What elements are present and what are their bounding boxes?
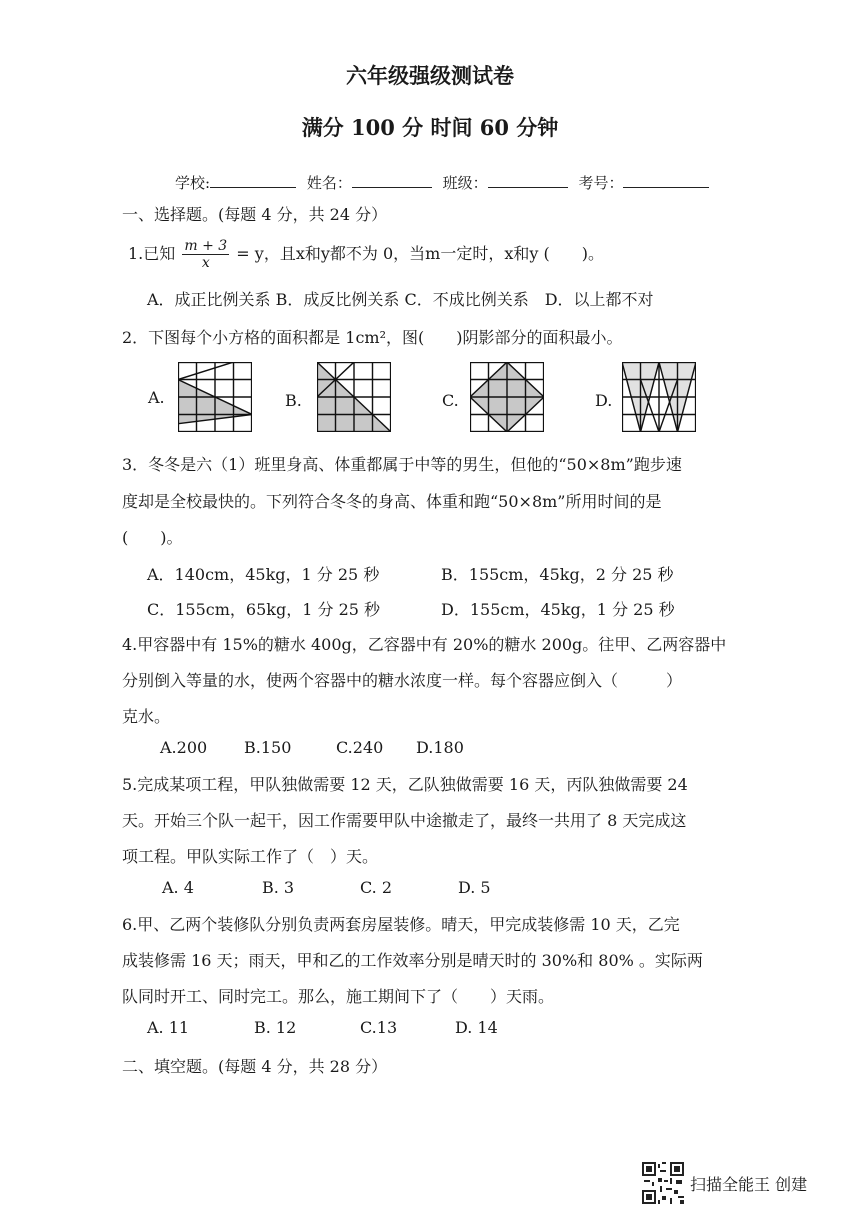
question-6-line2: 成装修需 16 天；雨天，甲和乙的工作效率分别是晴天时的 30%和 80% 。实际两 (122, 951, 703, 970)
exam-no-label: 考号： (578, 174, 624, 192)
student-info-row (175, 172, 715, 193)
q1-fraction (182, 238, 229, 271)
q2-label-a: A. (148, 388, 165, 407)
q1-frac-den: x (201, 255, 210, 271)
q1-prefix: 1.已知 (128, 244, 176, 263)
exam-subtitle: 满分 100 分 时间 60 分钟 (301, 115, 559, 140)
q5-option-d: D. 5 (458, 878, 491, 897)
q6-option-d: D. 14 (455, 1018, 498, 1037)
question-2: 2．下图每个小方格的面积都是 1cm²，图( )阴影部分的面积最小。 (122, 328, 623, 347)
q3-option-a: A．140cm，45kg，1 分 25 秒 (147, 565, 380, 584)
q1-frac-num: m + 3 (184, 238, 228, 254)
q6-option-b: B. 12 (254, 1018, 297, 1037)
question-3-line1: 3．冬冬是六（1）班里身高、体重都属于中等的男生，但他的“50×8m”跑步速 (122, 455, 682, 474)
q2-label-b: B. (285, 391, 302, 410)
question-4-line1: 4.甲容器中有 15%的糖水 400g，乙容器中有 20%的糖水 200g。往甲、乙两容器中 (122, 635, 727, 654)
name-label: 姓名： (306, 174, 352, 192)
exam-no-blank[interactable] (623, 173, 709, 188)
q3-option-c: C．155cm，65kg，1 分 25 秒 (147, 600, 381, 619)
q1-text: = y，且x和y都不为 0，当m一定时，x和y ( )。 (236, 244, 604, 263)
grid-figure-b (317, 362, 391, 432)
q2-label-d: D. (595, 391, 613, 410)
section1-heading: 一、选择题。(每题 4 分，共 24 分） (122, 205, 388, 224)
question-3-line3: ( )。 (122, 528, 183, 547)
q5-option-b: B. 3 (262, 878, 295, 897)
q6-option-a: A. 11 (147, 1018, 190, 1037)
question-4-line2: 分别倒入等量的水，使两个容器中的糖水浓度一样。每个容器应倒入（ ） (122, 671, 683, 690)
school-blank[interactable] (210, 173, 296, 188)
scanner-creator-text: 扫描全能王 创建 (690, 1175, 808, 1194)
grid-figure-d (622, 362, 696, 432)
question-4-line3: 克水。 (122, 707, 171, 726)
q2-label-c: C. (442, 391, 459, 410)
q4-option-a: A.200 (160, 738, 208, 757)
question-1 (128, 238, 604, 271)
q4-option-d: D.180 (416, 738, 464, 757)
name-blank[interactable] (352, 173, 432, 188)
qr-code-icon (642, 1162, 684, 1204)
question-5-line3: 项工程。甲队实际工作了（ ）天。 (122, 847, 379, 866)
q3-option-b: B．155cm，45kg，2 分 25 秒 (441, 565, 674, 584)
class-label: 班级： (442, 174, 488, 192)
question-5-line1: 5.完成某项工程，甲队独做需要 12 天，乙队独做需要 16 天，丙队独做需要 24 (122, 775, 688, 794)
q6-option-c: C.13 (360, 1018, 398, 1037)
q4-option-b: B.150 (244, 738, 292, 757)
section2-heading: 二、填空题。(每题 4 分，共 28 分） (122, 1057, 388, 1076)
q3-option-d: D．155cm，45kg，1 分 25 秒 (441, 600, 675, 619)
grid-figure-c (470, 362, 544, 432)
exam-title: 六年级强级测试卷 (346, 63, 514, 88)
question-5-line2: 天。开始三个队一起干，因工作需要甲队中途撤走了，最终一共用了 8 天完成这 (122, 811, 687, 830)
school-label: 学校: (175, 174, 211, 192)
q4-option-c: C.240 (336, 738, 384, 757)
q5-option-a: A. 4 (162, 878, 194, 897)
grid-figure-a (178, 362, 252, 432)
question-6-line1: 6.甲、乙两个装修队分别负责两套房屋装修。晴天，甲完成装修需 10 天，乙完 (122, 915, 680, 934)
question-3-line2: 度却是全校最快的。下列符合冬冬的身高、体重和跑“50×8m”所用时间的是 (122, 492, 662, 511)
q1-options: A．成正比例关系 B．成反比例关系 C．不成比例关系 D．以上都不对 (147, 290, 654, 309)
question-6-line3: 队同时开工、同时完工。那么，施工期间下了（ ）天雨。 (122, 987, 555, 1006)
q5-option-c: C. 2 (360, 878, 393, 897)
class-blank[interactable] (488, 173, 568, 188)
